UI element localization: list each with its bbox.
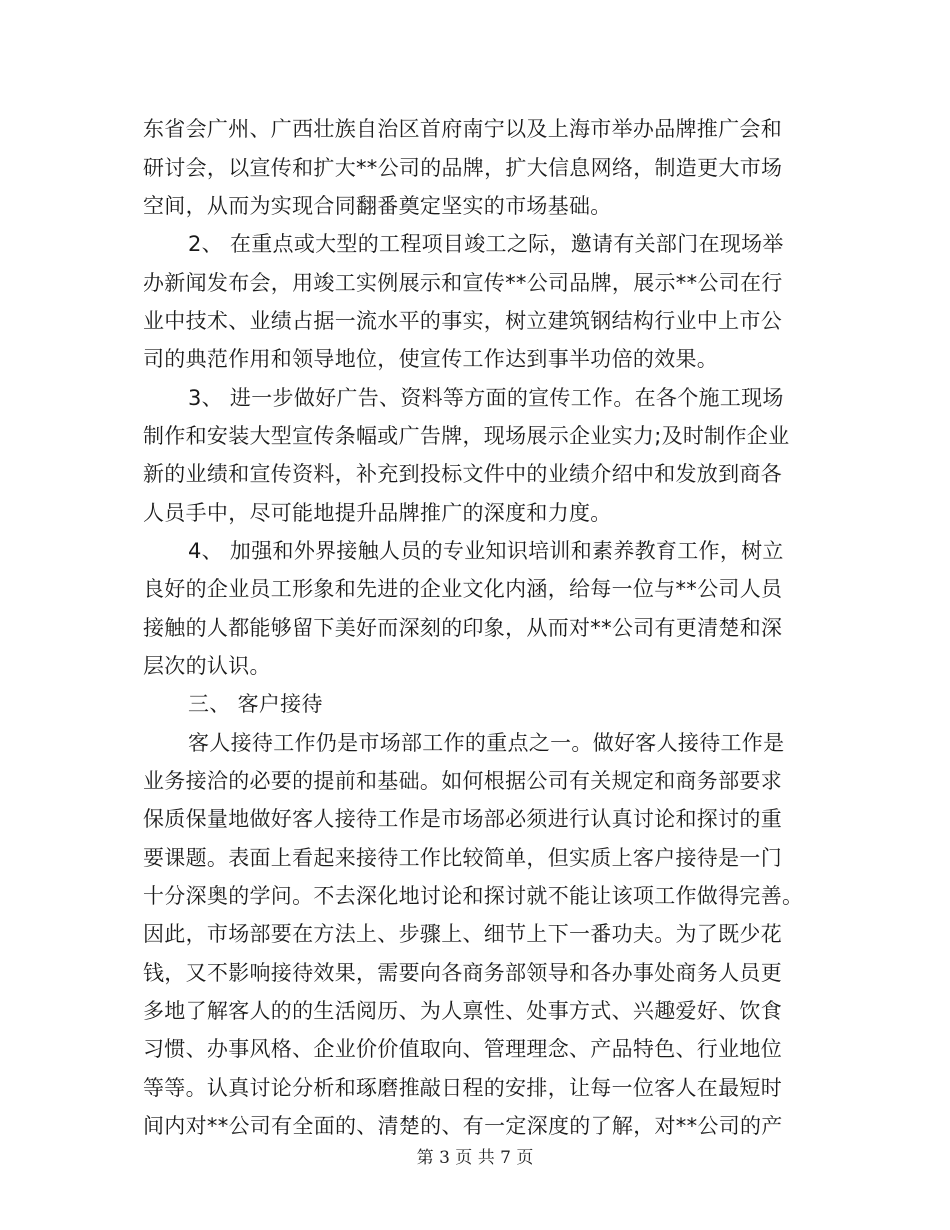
text-line: 司的典范作用和领导地位，使宣传工作达到事半功倍的效果。 (143, 347, 719, 371)
text-line: 业务接洽的必要的提前和基础。如何根据公司有关规定和商务部要求 (143, 769, 782, 793)
text-line: 保质保量地做好客人接待工作是市场部必须进行认真讨论和探讨的重 (143, 807, 782, 831)
paragraph-start-line: 2、 在重点或大型的工程项目竣工之际，邀请有关部门在现场举 (188, 232, 784, 256)
text-line: 业中技术、业绩占据一流水平的事实，树立建筑钢结构行业中上市公 (143, 309, 782, 333)
text-line: 要课题。表面上看起来接待工作比较简单，但实质上客户接待是一门 (143, 846, 782, 870)
text-line: 空间，从而为实现合同翻番奠定坚实的市场基础。 (143, 194, 612, 218)
text-line: 研讨会，以宣传和扩大**公司的品牌，扩大信息网络，制造更大市场 (143, 156, 783, 180)
text-line: 间内对**公司有全面的、清楚的、有一定深度的了解，对**公司的产 (143, 1114, 783, 1138)
text-line: 因此，市场部要在方法上、步骤上、细节上下一番功夫。为了既少花 (143, 922, 782, 946)
text-line: 层次的认识。 (143, 654, 271, 678)
text-line: 等等。认真讨论分析和琢磨推敲日程的安排，让每一位客人在最短时 (143, 1076, 782, 1100)
paragraph-start-line: 3、 进一步做好广告、资料等方面的宣传工作。在各个施工现场 (188, 386, 784, 410)
text-line: 东省会广州、广西壮族自治区首府南宁以及上海市举办品牌推广会和 (143, 117, 782, 141)
text-line: 多地了解客人的的生活阅历、为人禀性、处事方式、兴趣爱好、饮食 (143, 999, 782, 1023)
paragraph-start-line: 4、 加强和外界接触人员的专业知识培训和素养教育工作，树立 (188, 539, 784, 563)
text-line: 钱，又不影响接待效果，需要向各商务部领导和各办事处商务人员更 (143, 961, 782, 985)
page-number-footer: 第 3 页 共 7 页 (416, 1148, 534, 1168)
text-line: 人员手中，尽可能地提升品牌推广的深度和力度。 (143, 501, 612, 525)
text-line: 办新闻发布会，用竣工实例展示和宣传**公司品牌，展示**公司在行 (143, 271, 783, 295)
text-line: 接触的人都能够留下美好而深刻的印象，从而对**公司有更清楚和深 (143, 616, 783, 640)
text-line: 新的业绩和宣传资料，补充到投标文件中的业绩介绍中和发放到商各 (143, 462, 782, 486)
text-line: 制作和安装大型宣传条幅或广告牌，现场展示企业实力;及时制作企业 (143, 424, 790, 448)
text-line: 习惯、办事风格、企业价价值取向、管理理念、产品特色、行业地位 (143, 1037, 782, 1061)
text-line: 十分深奥的学问。不去深化地讨论和探讨就不能让该项工作做得完善。 (143, 884, 804, 908)
paragraph-start-line: 客人接待工作仍是市场部工作的重点之一。做好客人接待工作是 (188, 731, 785, 755)
section-heading: 三、 客户接待 (188, 692, 323, 716)
text-line: 良好的企业员工形象和先进的企业文化内涵，给每一位与**公司人员 (143, 577, 783, 601)
